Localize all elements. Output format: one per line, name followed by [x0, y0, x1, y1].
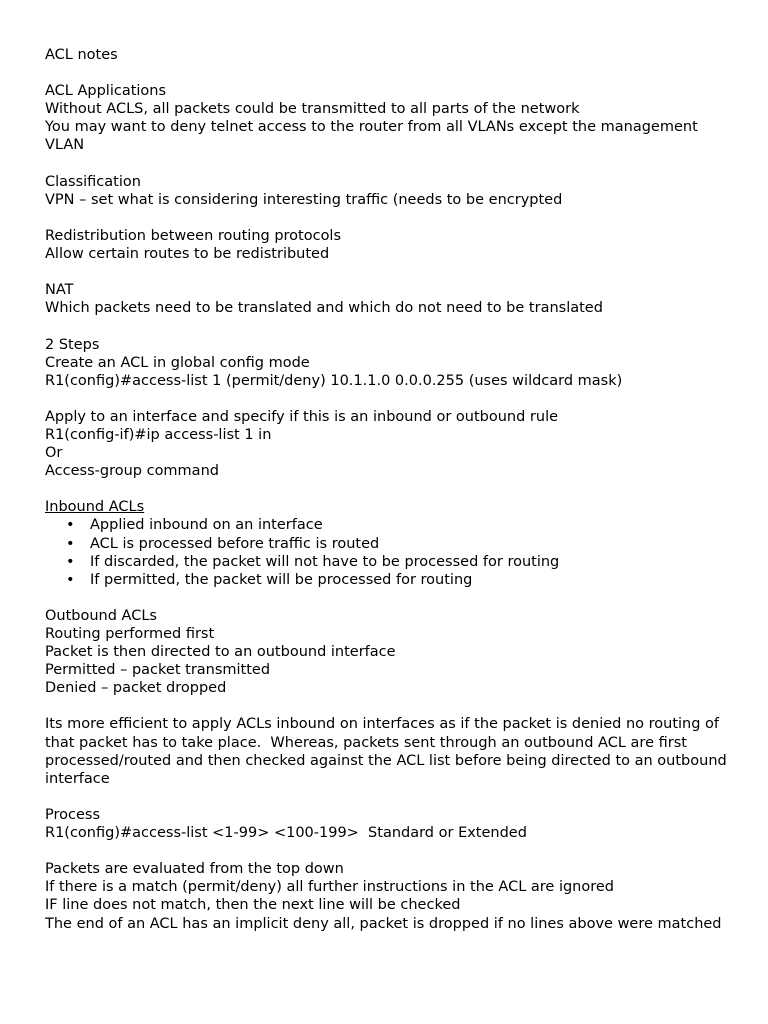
apply-line-2: R1(config-if)#ip access-list 1 in — [45, 426, 272, 443]
spacer — [45, 589, 735, 607]
list-item — [45, 535, 735, 553]
spacer — [45, 209, 735, 227]
evaluation-line-4: The end of an ACL has an implicit deny all, packet is dropped if no lines above were matched — [45, 915, 722, 932]
list-item-text: If discarded, the packet will not have to be processed for routing — [90, 553, 560, 570]
list-item-text: If permitted, the packet will be processed for routing — [90, 571, 473, 588]
applications-line-2: You may want to deny telnet access to the router from all VLANs except the management VLAN — [45, 119, 703, 154]
list-item — [45, 516, 735, 534]
spacer — [45, 390, 735, 408]
bullet-icon: • — [66, 571, 75, 588]
nat-heading: NAT — [45, 282, 74, 299]
document-page — [45, 46, 735, 933]
spacer — [45, 697, 735, 715]
apply-line-1: Apply to an interface and specify if this is an inbound or outbound rule — [45, 408, 559, 425]
list-item-text: ACL is processed before traffic is routed — [90, 535, 380, 552]
spacer — [45, 842, 735, 860]
spacer — [45, 263, 735, 281]
spacer — [45, 64, 735, 82]
outbound-line-1: Routing performed first — [45, 626, 215, 642]
list-item — [45, 553, 735, 571]
outbound-heading: Outbound ACLs — [45, 607, 157, 624]
inbound-heading: Inbound ACLs — [45, 499, 145, 516]
redistribution-line-1: Allow certain routes to be redistributed — [45, 246, 330, 263]
inbound-bullet-list — [45, 516, 735, 588]
applications-heading: ACL Applications — [45, 83, 167, 100]
process-heading: Process — [45, 806, 101, 823]
redistribution-heading: Redistribution between routing protocols — [45, 227, 342, 244]
evaluation-line-2: If there is a match (permit/deny) all further instructions in the ACL are ignored — [45, 879, 615, 896]
list-item — [45, 571, 735, 589]
classification-heading: Classification — [45, 173, 141, 190]
nat-line-1: Which packets need to be translated and which do not need to be translated — [45, 300, 603, 317]
process-line-1: R1(config)#access-list <1-99> <100-199> Standard or Extended — [45, 825, 527, 842]
evaluation-line-3: IF line does not match, then the next line will be checked — [45, 897, 461, 914]
bullet-icon: • — [66, 517, 75, 534]
spacer — [45, 788, 735, 806]
outbound-line-4: Denied – packet dropped — [45, 680, 227, 697]
steps-line-1: Create an ACL in global config mode — [45, 354, 310, 371]
steps-heading: 2 Steps — [45, 336, 100, 353]
applications-line-1: Without ACLS, all packets could be transmitted to all parts of the network — [45, 101, 580, 118]
spacer — [45, 317, 735, 335]
spacer — [45, 480, 735, 498]
list-item-text: Applied inbound on an interface — [90, 517, 323, 534]
evaluation-line-1: Packets are evaluated from the top down — [45, 861, 344, 878]
document-title: ACL notes — [45, 47, 118, 63]
spacer — [45, 155, 735, 173]
apply-line-4: Access-group command — [45, 463, 219, 480]
outbound-line-2: Packet is then directed to an outbound interface — [45, 644, 396, 661]
steps-line-2: R1(config)#access-list 1 (permit/deny) 10.1.1.0 0.0.0.255 (uses wildcard mask) — [45, 372, 623, 389]
apply-line-3: Or — [45, 445, 63, 462]
bullet-icon: • — [66, 553, 75, 570]
classification-line-1: VPN – set what is considering interesting traffic (needs to be encrypted — [45, 191, 563, 208]
efficiency-paragraph: Its more efficient to apply ACLs inbound on interfaces as if the packet is denied no routing of that packet has to take place. Whereas, packets sent through an outbound ACL are first processed/routed and then checked against the ACL list before being directed to an outbound interface — [45, 716, 732, 787]
bullet-icon: • — [66, 535, 75, 552]
outbound-line-3: Permitted – packet transmitted — [45, 662, 271, 679]
